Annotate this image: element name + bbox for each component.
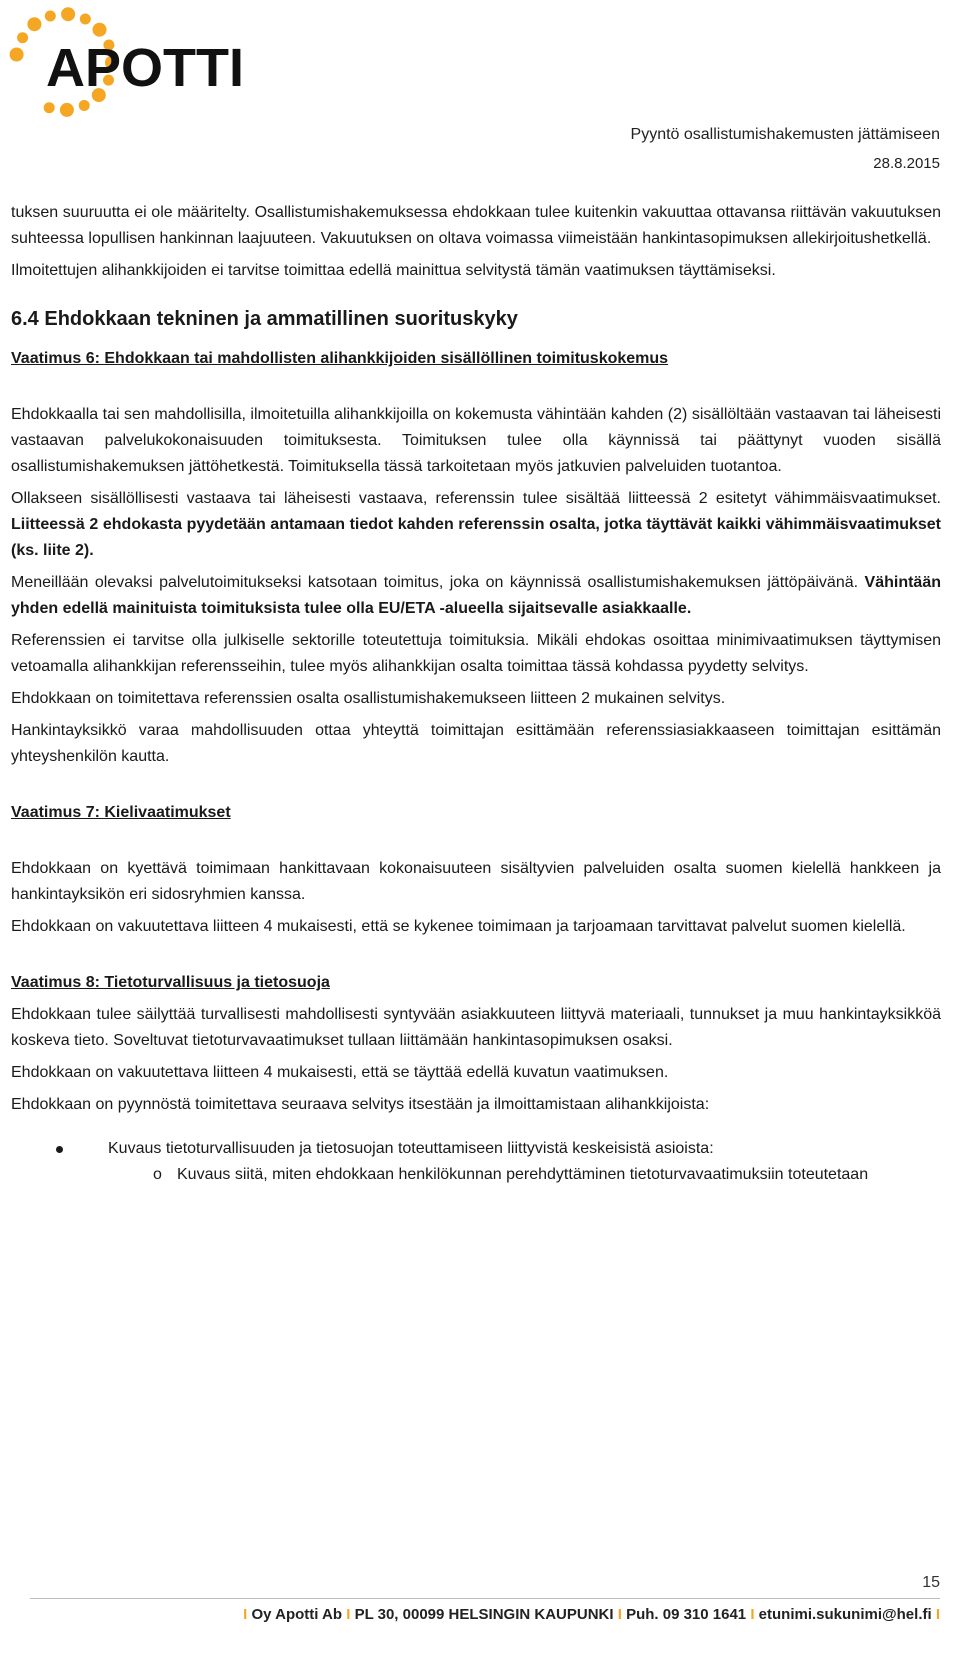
logo-dot bbox=[17, 32, 28, 43]
paragraph: Ilmoitettujen alihankkijoiden ei tarvitse toimittaa edellä mainittua selvitystä tämän vaatimuksen täyttämiseksi. bbox=[11, 262, 776, 279]
paragraph: Ehdokkaan on vakuutettava liitteen 4 mukaisesti, että se kykenee toimimaan ja tarjoamaan tarvittavat palvelut suomen kielellä. bbox=[11, 918, 906, 935]
footer-company: Oy Apotti Ab bbox=[251, 1606, 343, 1623]
footer-phone: Puh. 09 310 1641 bbox=[626, 1606, 747, 1623]
logo-dot bbox=[79, 100, 90, 111]
svg-text:APOTTI: APOTTI bbox=[46, 38, 244, 98]
section-heading: 6.4 Ehdokkaan tekninen ja ammatillinen suorituskyky bbox=[11, 308, 518, 330]
requirement-title-text: Vaatimus 6: Ehdokkaan tai mahdollisten alihankkijoiden sisällöllinen toimituskokemus bbox=[11, 350, 669, 367]
apotti-logo bbox=[6, 4, 251, 122]
requirement-title-text: Vaatimus 8: Tietoturvallisuus ja tietosuoja bbox=[11, 974, 330, 991]
requirement-8-title bbox=[11, 970, 941, 996]
document-title: Pyyntö osallistumishakemusten jättämiseen bbox=[630, 126, 940, 143]
footer-divider bbox=[30, 1598, 940, 1599]
footer-separator: I bbox=[617, 1606, 622, 1623]
text-run: Ollakseen sisällöllisesti vastaava tai läheisesti vastaava, referenssin tulee sisältää liitteessä 2 esitetyt vähimmäisvaatimukset. bbox=[11, 490, 941, 507]
paragraph: Referenssien ei tarvitse olla julkiselle sektorille toteutettuja toimituksia. Mikäli ehdokas osoittaa minimivaatimuksen täyttymisen vetoamalla alihankkijan referensseihin, tulee myös alihankkijan osalta toimittaa tässä kohdassa pyydetty selvitys. bbox=[11, 632, 941, 675]
paragraph: Ehdokkaan tulee säilyttää turvallisesti mahdollisesti syntyvään asiakkuuteen liittyvä materiaali, tunnukset ja muu hankintayksikköä koskeva tieto. Soveltuvat tietoturvavaatimukset tullaan liittämään hankintasopimuksen osaksi. bbox=[11, 1006, 941, 1049]
logo-dot bbox=[60, 103, 74, 117]
paragraph: Hankintayksikkö varaa mahdollisuuden ottaa yhteyttä toimittajan esittämään referenssiasiakkaaseen toimittajan esittämän yhteyshenkilön kautta. bbox=[11, 722, 941, 765]
logo-dot bbox=[61, 7, 75, 21]
list-item bbox=[11, 1136, 941, 1188]
footer-separator: I bbox=[243, 1606, 248, 1623]
logo-dot bbox=[45, 11, 56, 22]
logo-dot bbox=[44, 102, 55, 113]
logo-dot bbox=[80, 14, 91, 25]
paragraph bbox=[11, 570, 941, 622]
paragraph: Ehdokkaan on kyettävä toimimaan hankittavaan kokonaisuuteen sisältyvien palveluiden osalta suomen kielellä hankkeen ja hankintayksikön eri sidosryhmien kanssa. bbox=[11, 860, 941, 903]
requirement-7-title bbox=[11, 800, 941, 826]
document-date: 28.8.2015 bbox=[873, 155, 940, 172]
paragraph: Ehdokkaan on vakuutettava liitteen 4 mukaisesti, että se täyttää edellä kuvatun vaatimuksen. bbox=[11, 1064, 669, 1081]
paragraph: Ehdokkaan on toimitettava referenssien osalta osallistumishakemukseen liitteen 2 mukainen selvitys. bbox=[11, 690, 726, 707]
bold-text-run: Liitteessä 2 ehdokasta pyydetään antamaan tiedot kahden referenssin osalta, jotka täyttävät kaikki vähimmäisvaatimukset (ks. liite 2). bbox=[11, 516, 941, 559]
logo-dot bbox=[10, 48, 24, 62]
paragraph: tuksen suuruutta ei ole määritelty. Osallistumishakemuksessa ehdokkaan tulee kuitenkin vakuuttaa ottavansa riittävän vakuutuksen suhteessa lopullisen hankinnan laajuuteen. Vakuutuksen on oltava voimassa viimeistään hankintasopimuksen allekirjoitushetkellä. bbox=[11, 204, 941, 247]
sub-bullet-marker: o bbox=[153, 1166, 162, 1183]
bullet-icon bbox=[56, 1146, 63, 1153]
footer-separator: I bbox=[346, 1606, 351, 1623]
footer-address: PL 30, 00099 HELSINGIN KAUPUNKI bbox=[354, 1606, 614, 1623]
sub-list-item bbox=[108, 1162, 941, 1188]
footer-separator: I bbox=[935, 1606, 940, 1623]
sub-list-item-text: Kuvaus siitä, miten ehdokkaan henkilökunnan perehdyttäminen tietoturvavaatimuksiin toteutetaan bbox=[177, 1166, 869, 1183]
footer-email: etunimi.sukunimi@hel.fi bbox=[758, 1606, 932, 1623]
paragraph bbox=[11, 486, 941, 564]
requirement-6-title bbox=[11, 346, 941, 372]
document-body bbox=[11, 200, 941, 1188]
page-number: 15 bbox=[922, 1574, 940, 1591]
footer bbox=[0, 1606, 940, 1623]
footer-separator: I bbox=[750, 1606, 755, 1623]
bold-text-run: Vähintään yhden edellä mainituista toimituksista tulee olla EU/ETA -alueella sijaitsevalle asiakkaalle. bbox=[11, 574, 941, 617]
logo-dot bbox=[93, 23, 107, 37]
list-item-text: Kuvaus tietoturvallisuuden ja tietosuojan toteuttamiseen liittyvistä keskeisistä asioista: bbox=[108, 1140, 714, 1157]
text-run: Meneillään olevaksi palvelutoimitukseksi katsotaan toimitus, joka on käynnissä osallistumishakemuksen jättöpäivänä. bbox=[11, 574, 865, 591]
sub-list bbox=[108, 1162, 941, 1188]
paragraph: Ehdokkaan on pyynnöstä toimitettava seuraava selvitys itsestään ja ilmoittamistaan alihankkijoista: bbox=[11, 1096, 710, 1113]
paragraph: Ehdokkaalla tai sen mahdollisilla, ilmoitetuilla alihankkijoilla on kokemusta vähintään kahden (2) sisällöltään vastaavan tai läheisesti vastaavan palvelukokonaisuuden toimituksesta. Toimituksen tulee olla käynnissä tai päättynyt vuoden sisällä osallistumishakemuksen jättöhetkestä. Toimituksella tässä tarkoitetaan myös jatkuvien palveluiden tuotantoa. bbox=[11, 406, 941, 475]
requirement-title-text: Vaatimus 7: Kielivaatimukset bbox=[11, 804, 231, 821]
logo-dot bbox=[27, 17, 41, 31]
bullet-list bbox=[11, 1136, 941, 1188]
